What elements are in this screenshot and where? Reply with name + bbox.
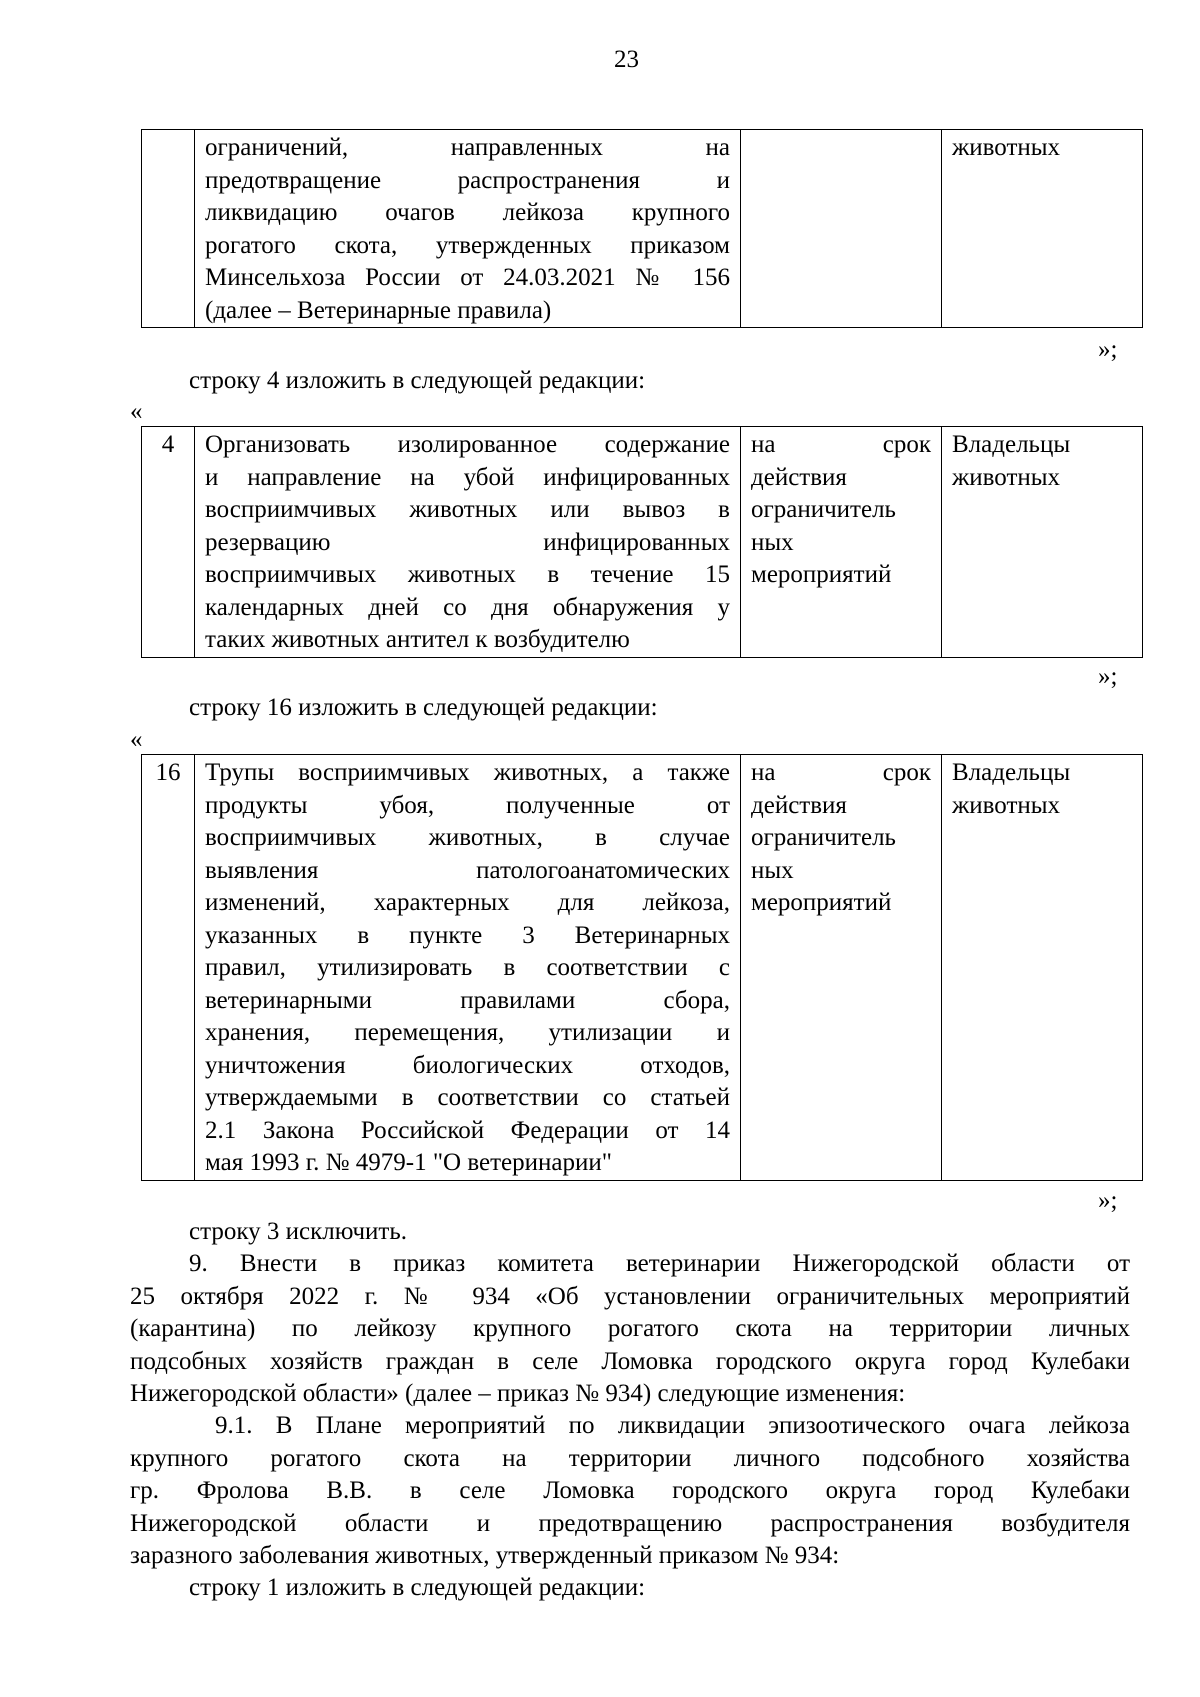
term-cell <box>741 427 942 658</box>
measure-cell <box>195 130 741 328</box>
text-line: изменений, характерных для лейкоза, <box>205 889 730 916</box>
text-line: утверждаемыми в соответствии со статьей <box>205 1084 730 1111</box>
text-line: выявления патологоанатомических <box>205 856 730 884</box>
close-quote: »; <box>1098 663 1118 690</box>
text-line: животных <box>952 791 1061 819</box>
close-quote: »; <box>1098 336 1118 363</box>
text-line: гр. Фролова В.В. в селе Ломовка городского округа город Кулебаки <box>130 1477 1130 1504</box>
table-row <box>142 130 1143 328</box>
text-line: Трупы восприимчивых животных, а также <box>205 759 730 786</box>
text-line: мероприятий <box>751 561 892 588</box>
text-line: 25 октября 2022 г. № 934 «Об установлении ограничительных мероприятий <box>130 1282 1130 1310</box>
text-line: и направление на убой инфицированных <box>205 463 730 491</box>
text-line: ограничений, направленных на <box>205 134 730 161</box>
instruction-row16: строку 16 изложить в следующей редакции: <box>189 694 658 721</box>
text-line: таких животных антител к возбудителю <box>205 626 630 653</box>
open-quote: « <box>130 398 143 425</box>
text-line: продукты убоя, полученные от <box>205 791 730 819</box>
text-line: Организовать изолированное содержание <box>205 431 730 458</box>
text-line: ликвидацию очагов лейкоза крупного <box>205 199 730 226</box>
open-quote: « <box>130 726 143 753</box>
row-number-cell: 4 <box>142 427 195 658</box>
table-row16 <box>141 754 1143 1181</box>
table-row4 <box>141 426 1143 658</box>
text-line: 2.1 Закона Российской Федерации от 14 <box>205 1116 730 1144</box>
responsible-cell <box>942 130 1143 328</box>
term-cell <box>741 130 942 328</box>
text-line: 9. Внести в приказ комитета ветеринарии Нижегородской области от <box>189 1250 1130 1277</box>
paragraph-9 <box>130 1248 1130 1411</box>
page-number: 23 <box>614 46 639 73</box>
measure-cell <box>195 427 741 658</box>
text-line: Владельцы <box>952 431 1071 458</box>
table-row <box>142 427 1143 658</box>
text-line: восприимчивых животных или вывоз в <box>205 496 730 523</box>
table-continuation <box>141 129 1143 328</box>
table-row <box>142 755 1143 1181</box>
responsible-cell <box>942 755 1143 1181</box>
text-line: предотвращение распространения и <box>205 166 730 194</box>
text-line: Минсельхоза России от 24.03.2021 № 156 <box>205 264 730 291</box>
text-line: мероприятий <box>751 889 892 916</box>
text-line: (карантина) по лейкозу крупного рогатого скота на территории личных <box>130 1315 1130 1342</box>
text-line: хранения, перемещения, утилизации и <box>205 1019 730 1046</box>
text-line: 9.1. В Плане мероприятий по ликвидации эпизоотического очага лейкоза <box>215 1412 1130 1439</box>
text-line: мая 1993 г. № 4979-1 "О ветеринарии" <box>205 1149 612 1176</box>
term-cell <box>741 755 942 1181</box>
text-line: ных <box>751 528 794 556</box>
text-line: действия <box>751 791 847 819</box>
text-line: ветеринарными правилами сбора, <box>205 986 730 1014</box>
row-number-cell: 16 <box>142 755 195 1181</box>
instruction-row4: строку 4 изложить в следующей редакции: <box>189 367 646 394</box>
instruction-row1: строку 1 изложить в следующей редакции: <box>189 1574 646 1601</box>
text-line: животных <box>952 463 1061 491</box>
text-line: резервацию инфицированных <box>205 528 730 556</box>
text-line: на срок <box>751 759 931 786</box>
text-line: уничтожения биологических отходов, <box>205 1051 730 1079</box>
text-line: действия <box>751 463 847 491</box>
text-line: на срок <box>751 431 931 458</box>
text-line: ных <box>751 856 794 884</box>
text-line: заразного заболевания животных, утвержденный приказом № 934: <box>130 1542 840 1569</box>
paragraph-9-1 <box>130 1410 1130 1573</box>
text-line: календарных дней со дня обнаружения у <box>205 593 730 621</box>
instruction-row3: строку 3 исключить. <box>189 1218 407 1245</box>
text-line: Владельцы <box>952 759 1071 786</box>
close-quote: »; <box>1098 1187 1118 1214</box>
text-line: Нижегородской области и предотвращению распространения возбудителя <box>130 1509 1130 1537</box>
text-line: восприимчивых животных, в случае <box>205 824 730 851</box>
row-number-cell <box>142 130 195 328</box>
text-line: правил, утилизировать в соответствии с <box>205 954 730 981</box>
text-line: рогатого скота, утвержденных приказом <box>205 231 730 259</box>
text-line: (далее – Ветеринарные правила) <box>205 296 552 324</box>
text-line: Нижегородской области» (далее – приказ № 934) следующие изменения: <box>130 1380 906 1407</box>
text-line: указанных в пункте 3 Ветеринарных <box>205 921 730 949</box>
text-line: восприимчивых животных в течение 15 <box>205 561 730 588</box>
text-line: ограничитель <box>751 824 896 851</box>
measure-cell <box>195 755 741 1181</box>
responsible-cell <box>942 427 1143 658</box>
text-line: крупного рогатого скота на территории личного подсобного хозяйства <box>130 1444 1130 1472</box>
text-line: животных <box>952 134 1061 161</box>
text-line: ограничитель <box>751 496 896 523</box>
text-line: подсобных хозяйств граждан в селе Ломовка городского округа город Кулебаки <box>130 1347 1130 1375</box>
